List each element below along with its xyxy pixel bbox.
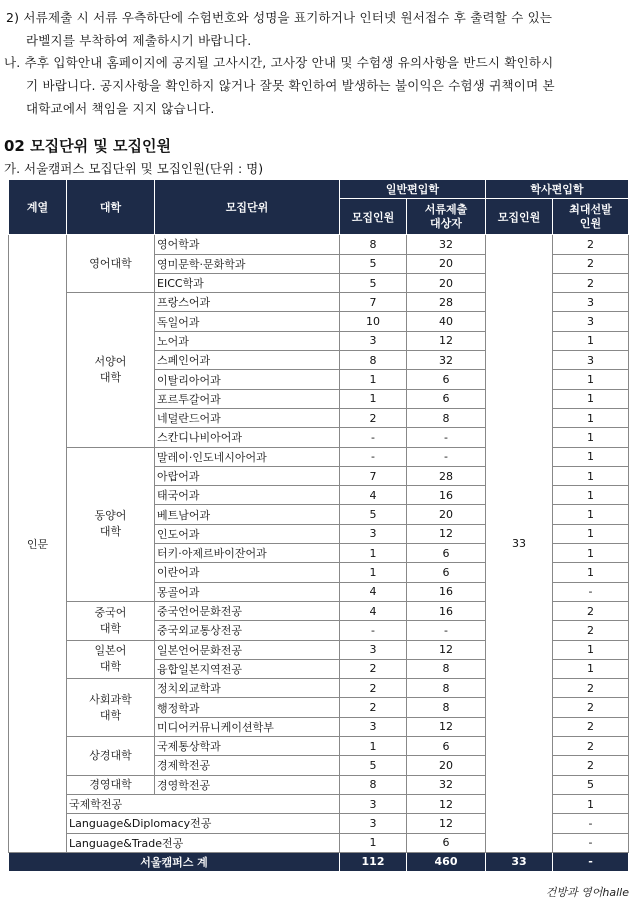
gen-docs-cell: 6 [407, 833, 486, 852]
header-bach-min-line2: 인원 [579, 216, 602, 230]
unit-cell: 영어학과 [155, 235, 340, 254]
header-unit: 모집단위 [155, 180, 340, 235]
unit-cell: 경제학전공 [155, 756, 340, 775]
unit-cell: 스칸디나비아어과 [155, 428, 340, 447]
bach-min-cell: 2 [553, 235, 629, 254]
note-line-5: 대학교에서 책임을 지지 않습니다. [26, 101, 215, 116]
unit-cell: 국제통상학과 [155, 737, 340, 756]
gen-docs-cell: 28 [407, 293, 486, 312]
note-line-1: 2) 서류제출 시 서류 우측하단에 수험번호와 성명을 표기하거나 인터넷 원서접수 후 출력할 수 있는 [6, 10, 553, 25]
unit-cell: 정치외교학과 [155, 679, 340, 698]
gen-docs-cell: 12 [407, 524, 486, 543]
gen-quota-cell: 4 [340, 486, 407, 505]
unit-cell: 미디어커뮤니케이션학부 [155, 717, 340, 736]
total-row [9, 852, 629, 871]
bach-min-cell: 1 [553, 640, 629, 659]
college-cell [67, 737, 155, 776]
bach-min-cell: 2 [553, 621, 629, 640]
gen-docs-cell: 20 [407, 254, 486, 273]
unit-cell: 경영학전공 [155, 775, 340, 794]
gen-docs-cell: 32 [407, 351, 486, 370]
bach-min-cell: 2 [553, 601, 629, 620]
college-name-line: 대학 [99, 621, 122, 635]
college-cell [67, 601, 155, 640]
bach-min-cell: 1 [553, 428, 629, 447]
gen-quota-cell: 5 [340, 254, 407, 273]
gen-docs-cell: 6 [407, 737, 486, 756]
unit-cell: 터키·아제르바이잔어과 [155, 544, 340, 563]
college-name-line: 중국어 [94, 605, 127, 619]
bach-min-cell: 1 [553, 563, 629, 582]
bach-quota-cell: 33 [486, 235, 553, 853]
gen-docs-cell: 8 [407, 659, 486, 678]
header-field: 계열 [9, 180, 67, 235]
total-bach-quota: 33 [486, 852, 553, 871]
gen-docs-cell: 12 [407, 717, 486, 736]
bach-min-cell: 3 [553, 293, 629, 312]
gen-docs-cell: 16 [407, 601, 486, 620]
college-name-line: 경영대학 [89, 777, 132, 791]
gen-docs-cell: 12 [407, 814, 486, 833]
unit-cell: EICC학과 [155, 273, 340, 292]
college-cell [67, 293, 155, 447]
college-name-line: 대학 [99, 525, 122, 539]
gen-quota-cell: - [340, 428, 407, 447]
bach-min-cell: 2 [553, 717, 629, 736]
unit-cell: 행정학과 [155, 698, 340, 717]
gen-quota-cell: 10 [340, 312, 407, 331]
unit-cell: 영미문학·문화학과 [155, 254, 340, 273]
college-cell [67, 679, 155, 737]
gen-docs-cell: 6 [407, 563, 486, 582]
unit-cell: 국제학전공 [67, 794, 340, 813]
bach-min-cell: 5 [553, 775, 629, 794]
unit-cell: 일본언어문화전공 [155, 640, 340, 659]
unit-cell: 중국언어문화전공 [155, 601, 340, 620]
unit-cell: 이란어과 [155, 563, 340, 582]
table-row [9, 235, 629, 254]
bach-min-cell: 1 [553, 370, 629, 389]
gen-quota-cell: 5 [340, 756, 407, 775]
gen-docs-cell: 12 [407, 794, 486, 813]
bach-min-cell: 2 [553, 273, 629, 292]
gen-docs-cell: 28 [407, 466, 486, 485]
college-name-line: 상경대학 [89, 748, 132, 762]
bach-min-cell: 2 [553, 679, 629, 698]
college-name-line: 서양어 [94, 354, 127, 368]
gen-docs-cell: - [407, 447, 486, 466]
college-cell [67, 447, 155, 601]
gen-docs-cell: 32 [407, 775, 486, 794]
college-name-line: 동양어 [94, 509, 127, 523]
bach-min-cell: 1 [553, 544, 629, 563]
bach-min-cell: 1 [553, 524, 629, 543]
gen-docs-cell: 8 [407, 698, 486, 717]
gen-quota-cell: 7 [340, 466, 407, 485]
gen-docs-cell: 8 [407, 679, 486, 698]
gen-docs-cell: 20 [407, 505, 486, 524]
bach-min-cell: 1 [553, 331, 629, 350]
gen-docs-cell: 6 [407, 370, 486, 389]
header-bach-quota: 모집인원 [486, 199, 553, 235]
gen-quota-cell: 8 [340, 775, 407, 794]
gen-quota-cell: 2 [340, 698, 407, 717]
gen-docs-cell: 32 [407, 235, 486, 254]
bach-min-cell: - [553, 582, 629, 601]
gen-docs-cell: 6 [407, 544, 486, 563]
total-gen-quota: 112 [340, 852, 407, 871]
college-cell [67, 640, 155, 679]
gen-docs-cell: 20 [407, 273, 486, 292]
gen-quota-cell: 1 [340, 563, 407, 582]
gen-quota-cell: 2 [340, 408, 407, 427]
total-bach-min: - [553, 852, 629, 871]
header-gen-docs [407, 199, 486, 235]
college-cell [67, 235, 155, 293]
note-line-2: 라벨지를 부착하여 제출하시기 바랍니다. [26, 33, 252, 48]
bach-min-cell: 1 [553, 505, 629, 524]
gen-quota-cell: 2 [340, 659, 407, 678]
bach-min-cell: 1 [553, 389, 629, 408]
unit-cell: 아랍어과 [155, 466, 340, 485]
unit-cell: 몽골어과 [155, 582, 340, 601]
unit-cell: 베트남어과 [155, 505, 340, 524]
bach-min-cell: 3 [553, 312, 629, 331]
gen-docs-cell: 20 [407, 756, 486, 775]
gen-docs-cell: 6 [407, 389, 486, 408]
unit-cell: Language&Trade전공 [67, 833, 340, 852]
gen-quota-cell: 1 [340, 389, 407, 408]
header-bach-min-line1: 최대선발 [569, 202, 612, 216]
unit-cell: 중국외교통상전공 [155, 621, 340, 640]
unit-cell: 태국어과 [155, 486, 340, 505]
gen-quota-cell: 1 [340, 370, 407, 389]
unit-cell: 인도어과 [155, 524, 340, 543]
gen-quota-cell: 4 [340, 601, 407, 620]
unit-cell: 스페인어과 [155, 351, 340, 370]
gen-docs-cell: - [407, 621, 486, 640]
gen-quota-cell: 5 [340, 273, 407, 292]
gen-quota-cell: 5 [340, 505, 407, 524]
college-name-line: 사회과학 [89, 692, 132, 706]
gen-quota-cell: - [340, 447, 407, 466]
header-general-transfer: 일반편입학 [340, 180, 486, 199]
gen-quota-cell: 3 [340, 794, 407, 813]
unit-cell: 노어과 [155, 331, 340, 350]
gen-quota-cell: 1 [340, 737, 407, 756]
bach-min-cell: 1 [553, 408, 629, 427]
gen-docs-cell: - [407, 428, 486, 447]
college-cell [67, 775, 155, 794]
bach-min-cell: 2 [553, 756, 629, 775]
gen-quota-cell: 8 [340, 235, 407, 254]
bach-min-cell: 1 [553, 659, 629, 678]
bach-min-cell: 1 [553, 447, 629, 466]
header-college: 대학 [67, 180, 155, 235]
admission-table [8, 179, 629, 872]
bach-min-cell: 1 [553, 466, 629, 485]
unit-cell: Language&Diplomacy전공 [67, 814, 340, 833]
college-name-line: 대학 [99, 660, 122, 674]
bach-min-cell: 2 [553, 698, 629, 717]
signature: 건방과 영어halle [545, 886, 629, 899]
gen-quota-cell: 8 [340, 351, 407, 370]
college-name-line: 영어대학 [89, 256, 132, 270]
total-gen-docs: 460 [407, 852, 486, 871]
gen-docs-cell: 12 [407, 331, 486, 350]
bach-min-cell: - [553, 833, 629, 852]
gen-docs-cell: 40 [407, 312, 486, 331]
gen-docs-cell: 8 [407, 408, 486, 427]
gen-docs-cell: 16 [407, 486, 486, 505]
header-gen-quota: 모집인원 [340, 199, 407, 235]
gen-quota-cell: - [340, 621, 407, 640]
gen-quota-cell: 3 [340, 814, 407, 833]
total-label: 서울캠퍼스 계 [9, 852, 340, 871]
gen-quota-cell: 4 [340, 582, 407, 601]
unit-cell: 독일어과 [155, 312, 340, 331]
bach-min-cell: 1 [553, 486, 629, 505]
college-name-line: 일본어 [94, 644, 127, 658]
header-gen-docs-line1: 서류제출 [424, 202, 468, 216]
bach-min-cell: 1 [553, 794, 629, 813]
unit-cell: 이탈리아어과 [155, 370, 340, 389]
unit-cell: 포르투갈어과 [155, 389, 340, 408]
bach-min-cell: 3 [553, 351, 629, 370]
gen-quota-cell: 3 [340, 717, 407, 736]
gen-docs-cell: 12 [407, 640, 486, 659]
college-name-line: 대학 [99, 708, 122, 722]
gen-docs-cell: 16 [407, 582, 486, 601]
bach-min-cell: - [553, 814, 629, 833]
gen-quota-cell: 3 [340, 524, 407, 543]
section-title: 02 모집단위 및 모집인원 [4, 137, 171, 155]
unit-cell: 말레이·인도네시아어과 [155, 447, 340, 466]
header-bachelor-transfer: 학사편입학 [486, 180, 629, 199]
section-subtitle: 가. 서울캠퍼스 모집단위 및 모집인원(단위 : 명) [4, 161, 264, 176]
unit-cell: 프랑스어과 [155, 293, 340, 312]
header-gen-docs-line2: 대상자 [430, 216, 462, 230]
header-bach-min [553, 199, 629, 235]
gen-quota-cell: 1 [340, 833, 407, 852]
college-name-line: 대학 [99, 370, 122, 384]
unit-cell: 융합일본지역전공 [155, 659, 340, 678]
bach-min-cell: 2 [553, 737, 629, 756]
bach-min-cell: 2 [553, 254, 629, 273]
note-line-4: 기 바랍니다. 공지사항을 확인하지 않거나 잘못 확인하여 발생하는 불이익은 수험생 귀책이며 본 [26, 78, 555, 93]
field-cell: 인문 [9, 235, 67, 853]
gen-quota-cell: 1 [340, 544, 407, 563]
unit-cell: 네덜란드어과 [155, 408, 340, 427]
gen-quota-cell: 3 [340, 640, 407, 659]
gen-quota-cell: 2 [340, 679, 407, 698]
gen-quota-cell: 3 [340, 331, 407, 350]
gen-quota-cell: 7 [340, 293, 407, 312]
note-line-3: 나. 추후 입학안내 홈페이지에 공지될 고사시간, 고사장 안내 및 수험생 유의사항을 반드시 확인하시 [4, 55, 554, 70]
